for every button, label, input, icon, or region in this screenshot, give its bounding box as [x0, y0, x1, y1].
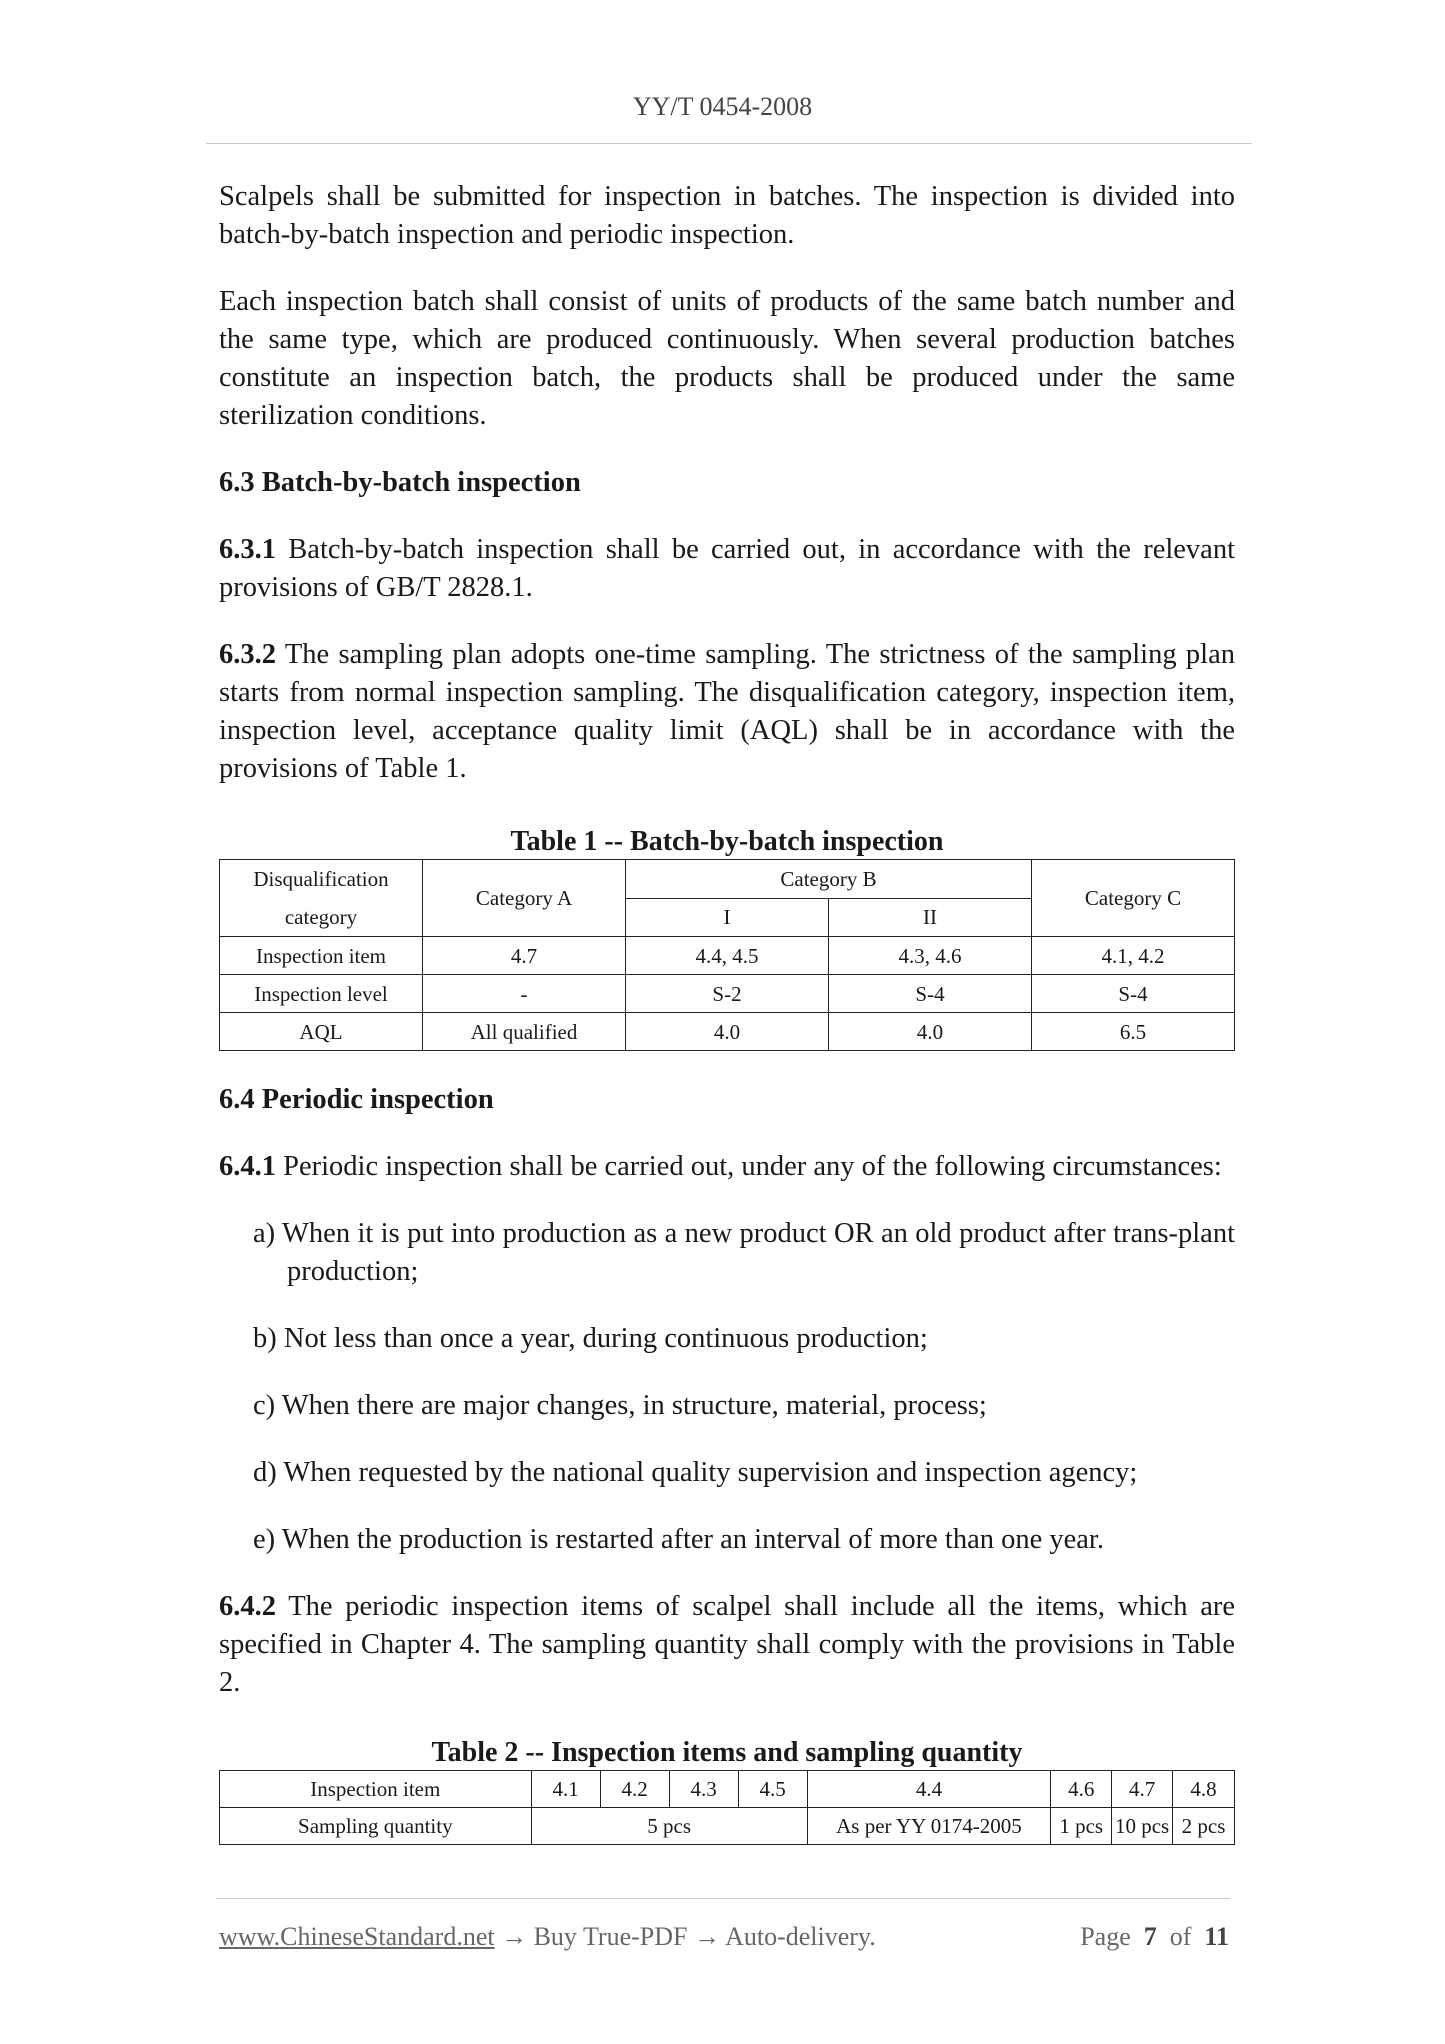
clause-6-3-1: [219, 531, 1235, 607]
header-divider: [206, 143, 1252, 144]
header-cell-category-a: Category A: [423, 860, 626, 937]
table-cell: As per YY 0174-2005: [807, 1808, 1051, 1845]
header-cell-disqualification-category: Disqualification category: [220, 860, 423, 937]
table-cell: 6.5: [1032, 1013, 1235, 1051]
clause-6-4-1: [219, 1148, 1235, 1186]
of-label: of: [1169, 1922, 1192, 1951]
table-row: [220, 1808, 1235, 1845]
table-row: [220, 937, 1235, 975]
clause-number: 6.4.2: [219, 1591, 276, 1622]
table-cell: S-2: [626, 975, 829, 1013]
clause-text: Periodic inspection shall be carried out, under any of the following circumstances:: [276, 1151, 1222, 1182]
table-row: [220, 1771, 1235, 1808]
clause-number: 6.4.1: [219, 1151, 276, 1182]
table-1: [219, 859, 1235, 1051]
table-cell: 4.1: [531, 1771, 600, 1808]
page-number: [1080, 1922, 1229, 1952]
table-row: [220, 975, 1235, 1013]
table-cell: 4.6: [1051, 1771, 1112, 1808]
list-item: b) Not less than once a year, during continuous production;: [253, 1323, 928, 1354]
header-cell-category-b: Category B: [626, 860, 1032, 899]
table-cell: 4.7: [1112, 1771, 1173, 1808]
site-link[interactable]: www.ChineseStandard.net: [219, 1922, 495, 1951]
footer-divider: [216, 1898, 1230, 1899]
table-cell: Inspection item: [220, 1771, 532, 1808]
total-pages: 11: [1204, 1922, 1229, 1951]
clause-number: 6.3.1: [219, 534, 276, 565]
table-row: [220, 1013, 1235, 1051]
list-item: e) When the production is restarted after an interval of more than one year.: [253, 1524, 1104, 1555]
arrow-right-icon: →: [501, 1922, 528, 1951]
table-cell: 4.3, 4.6: [829, 937, 1032, 975]
page-label: Page: [1080, 1922, 1131, 1951]
table-cell: AQL: [220, 1013, 423, 1051]
clause-6-4-2: [219, 1588, 1235, 1702]
footer-links: [219, 1922, 876, 1952]
table-cell: 10 pcs: [1112, 1808, 1173, 1845]
table-cell: 5 pcs: [531, 1808, 807, 1845]
page-body: [219, 178, 1235, 1845]
table-cell: 4.0: [829, 1013, 1032, 1051]
list-item: a) When it is put into production as a new product OR an old product after trans-plant production;: [253, 1218, 1235, 1287]
table-cell: 4.4: [807, 1771, 1051, 1808]
table-cell: 2 pcs: [1173, 1808, 1235, 1845]
clause-number: 6.3.2: [219, 639, 276, 670]
table-cell: 4.8: [1173, 1771, 1235, 1808]
clause-text: The sampling plan adopts one-time sampling. The strictness of the sampling plan starts from normal inspection sampling. The disqualification category, inspection item, inspection level, acceptance quality limit (AQL) shall be in accordance with the provisions of Table 1.: [219, 639, 1235, 784]
header-cell-category-b-i: I: [626, 898, 829, 937]
table-cell: 4.4, 4.5: [626, 937, 829, 975]
table-cell: Sampling quantity: [220, 1808, 532, 1845]
list-item: d) When requested by the national quality supervision and inspection agency;: [253, 1457, 1138, 1488]
table-cell: 4.2: [600, 1771, 669, 1808]
auto-delivery-text: Auto-delivery.: [725, 1922, 876, 1951]
table-1-caption: Table 1 -- Batch-by-batch inspection: [510, 826, 944, 857]
header-cell-category-c: Category C: [1032, 860, 1235, 937]
table-cell: 4.7: [423, 937, 626, 975]
arrow-right-icon: →: [694, 1922, 720, 1951]
clause-text: Batch-by-batch inspection shall be carried out, in accordance with the relevant provisions of GB/T 2828.1.: [219, 534, 1235, 603]
clause-text: The periodic inspection items of scalpel shall include all the items, which are specified in Chapter 4. The sampling quantity shall comply with the provisions in Table 2.: [219, 1591, 1235, 1698]
list-item: c) When there are major changes, in structure, material, process;: [253, 1390, 987, 1421]
current-page: 7: [1143, 1922, 1157, 1951]
table-2-caption: Table 2 -- Inspection items and sampling quantity: [431, 1737, 1023, 1768]
clause-6-3-2: [219, 636, 1235, 788]
buy-true-pdf-text: Buy True-PDF: [533, 1922, 688, 1951]
table-cell: 4.0: [626, 1013, 829, 1051]
table-cell: Inspection level: [220, 975, 423, 1013]
section-heading-6-3: 6.3 Batch-by-batch inspection: [219, 467, 581, 498]
paragraph-batch-definition: Each inspection batch shall consist of units of products of the same batch number and the same type, which are produced continuously. When several production batches constitute an inspection batch, the products shall be produced under the same sterilization conditions.: [219, 286, 1235, 431]
paragraph-batches: Scalpels shall be submitted for inspection in batches. The inspection is divided into batch-by-batch inspection and periodic inspection.: [219, 181, 1235, 250]
header-cell-category-b-ii: II: [829, 898, 1032, 937]
table-header-row: [220, 860, 1235, 899]
table-cell: S-4: [1032, 975, 1235, 1013]
table-cell: S-4: [829, 975, 1032, 1013]
table-cell: 1 pcs: [1051, 1808, 1112, 1845]
table-cell: -: [423, 975, 626, 1013]
table-cell: All qualified: [423, 1013, 626, 1051]
table-cell: Inspection item: [220, 937, 423, 975]
table-cell: 4.5: [738, 1771, 807, 1808]
table-cell: 4.1, 4.2: [1032, 937, 1235, 975]
section-heading-6-4: 6.4 Periodic inspection: [219, 1084, 494, 1115]
table-cell: 4.3: [669, 1771, 738, 1808]
table-2: [219, 1770, 1235, 1845]
running-header: YY/T 0454-2008: [632, 92, 813, 121]
